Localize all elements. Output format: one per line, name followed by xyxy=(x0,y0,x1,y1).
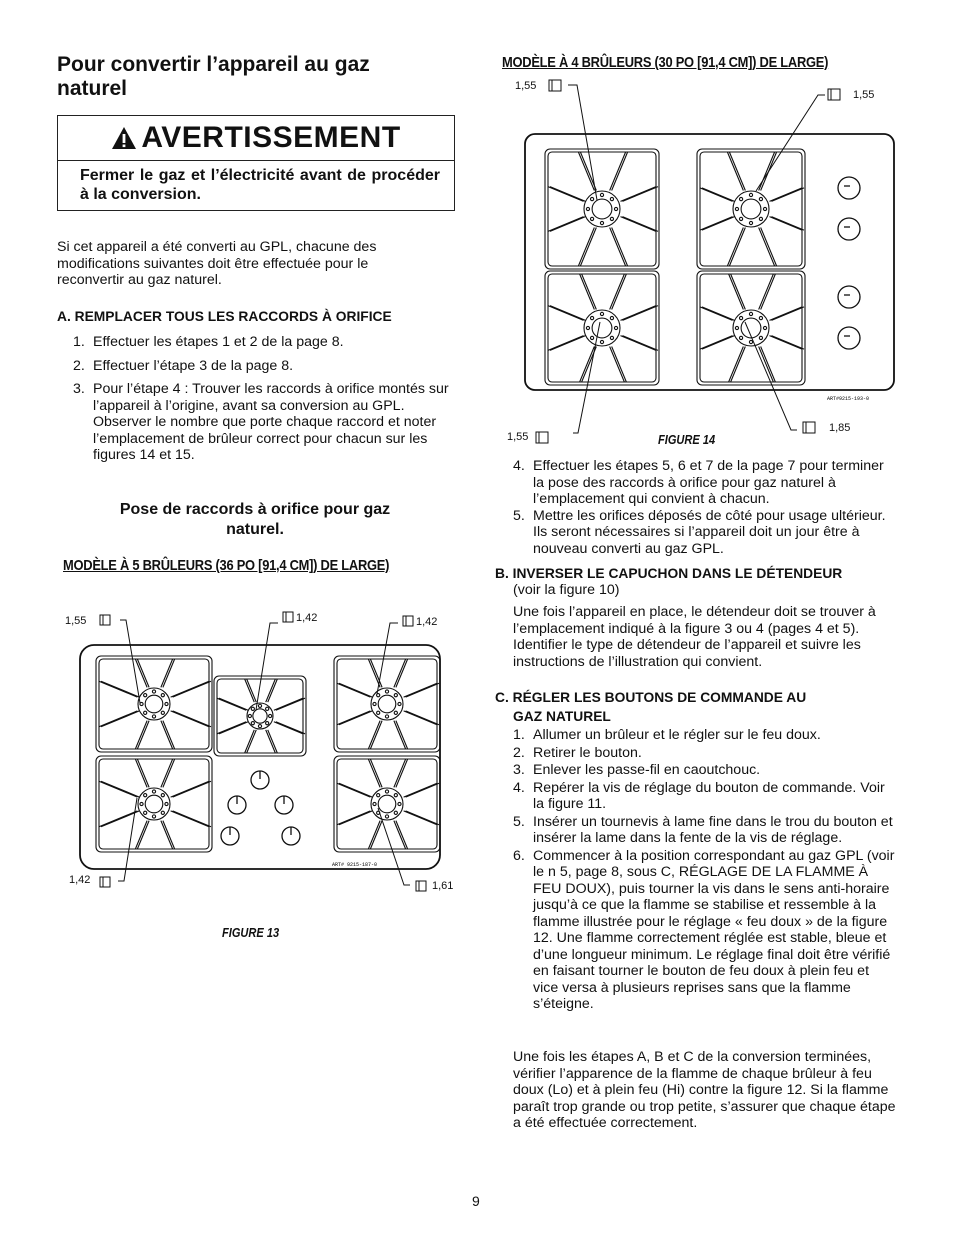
model4-caption: MODÈLE À 4 BRÛLEURS (30 PO [91,4 CM]) DE LARGE) xyxy=(502,54,829,71)
art-code: ART#9215-193-0 xyxy=(827,396,870,402)
burner-grate xyxy=(334,656,440,752)
section-c-steps xyxy=(513,727,898,1014)
orifice-label: 1,61 xyxy=(432,880,454,892)
section-a-steps xyxy=(73,334,457,471)
section-c-heading-line2: GAZ NATUREL xyxy=(513,709,611,724)
warning-triangle-icon xyxy=(111,126,137,150)
orifice-label: 1,55 xyxy=(515,80,537,92)
burner-grates xyxy=(96,656,440,852)
orifice-label: 1,42 xyxy=(69,874,91,886)
figure-13-caption: FIGURE 13 xyxy=(222,925,280,940)
steps-continued xyxy=(513,458,898,564)
section-b-heading: B. INVERSER LE CAPUCHON DANS LE DÉTENDEUR xyxy=(495,566,843,581)
figure-14-cooktop xyxy=(505,75,905,455)
burner-grates xyxy=(545,149,805,385)
orifice-label: 1,55 xyxy=(65,615,87,627)
burner-grate xyxy=(96,656,212,752)
list-item: 3. Enlever les passe-fil en caoutchouc. xyxy=(513,762,761,778)
orifice-label: 1,55 xyxy=(507,431,529,443)
orifice-label: 1,42 xyxy=(416,616,438,628)
list-item: 6. Commencer à la position correspondant au gaz GPL (voir le n 5, page 8, sous C, RÉGLAGE DE LA FLAMME À FEU DOUX), puis tourner la vis dans le sens anti-horaire jusqu’à ce que la flamme se stabilise et ressemble à la flamme illustrée pour le réglage « feu doux » de la figure 12. Une flamme correctement réglée est stable, bleue et d’une longueur minimum. Le réglage final doit être vérifié en faisant tourner le bouton de feu doux à plein feu et vice versa à plusieurs reprises sans que la flamme s’éteigne. xyxy=(513,847,895,1012)
burner-grate xyxy=(334,756,440,852)
warning-header xyxy=(58,116,454,161)
page-title: Pour convertir l’appareil au gaz naturel xyxy=(57,53,370,100)
list-item: 2. Retirer le bouton. xyxy=(513,744,642,761)
burner-grate xyxy=(697,149,805,269)
section-a-heading: A. REMPLACER TOUS LES RACCORDS À ORIFICE xyxy=(57,309,392,324)
warning-box xyxy=(57,115,455,211)
orifice-label: 1,42 xyxy=(296,612,318,624)
page-number: 9 xyxy=(472,1193,480,1209)
list-item: 4. Repérer la vis de réglage du bouton de commande. Voir la figure 11. xyxy=(513,779,885,812)
orifice-label: 1,55 xyxy=(853,89,875,101)
list-item: 3. Pour l’étape 4 : Trouver les raccords à orifice montés sur l’appareil à l’origine, avant sa conversion au GPL. Observer le nombre que porte chaque raccord et noter l’emplacement de brûleur correct pour chacun sur les figures 14 et 15. xyxy=(73,381,449,463)
orifice-label: 1,85 xyxy=(829,422,851,434)
list-item: 1. Effectuer les étapes 1 et 2 de la page 8. xyxy=(73,334,344,350)
closing-paragraph: Une fois les étapes A, B et C de la conversion terminées, vérifier l’apparence de la flamme de chaque brûleur à feu doux (Lo) et à plein feu (Hi) contre la figure 12. Si la flamme paraît trop grande ou trop petite, s’assurer que chaque étape a été effectuée correctement. xyxy=(513,1049,896,1131)
figure-13-cooktop xyxy=(60,600,460,900)
figure-14-caption: FIGURE 14 xyxy=(658,432,716,447)
list-item: 5. Mettre les orifices déposés de côté pour usage ultérieur. Ils seront nécessaires si l’appareil doit un jour être à nouveau converti au gaz GPL. xyxy=(513,507,886,557)
burner-grate xyxy=(96,756,212,852)
burner-grate xyxy=(545,271,659,385)
subheading: Pose de raccords à orifice pour gaz naturel. xyxy=(119,501,391,538)
section-b-note: (voir la figure 10) xyxy=(513,582,620,598)
warning-text: Fermer le gaz et l’électricité avant de procéder à la conversion. xyxy=(80,167,440,203)
burner-grate xyxy=(697,271,805,385)
warning-title: AVERTISSEMENT xyxy=(141,121,401,154)
section-b-text: Une fois l’appareil en place, le détendeur doit se trouver à l’emplacement indiqué à la figure 3 ou 4 (pages 4 et 5). Identifier le type de détendeur de l’appareil et suivre les instructions de l’illustration qui convient. xyxy=(513,604,876,670)
intro-paragraph: Si cet appareil a été converti au GPL, chacune des modifications suivantes doit être effectuée pour le reconvertir au gaz naturel. xyxy=(57,239,377,288)
burner-grate xyxy=(545,149,659,269)
list-item: 2. Effectuer l’étape 3 de la page 8. xyxy=(73,357,294,374)
control-knobs xyxy=(221,771,300,845)
model5-caption: MODÈLE À 5 BRÛLEURS (36 PO [91,4 CM]) DE LARGE) xyxy=(63,557,390,574)
control-knobs xyxy=(838,177,860,349)
list-item: 1. Allumer un brûleur et le régler sur le feu doux. xyxy=(513,727,821,743)
art-code: ART# 9215-187-0 xyxy=(332,862,378,868)
list-item: 4. Effectuer les étapes 5, 6 et 7 de la page 7 pour terminer la pose des raccords à orifice pour gaz naturel à l’emplacement qui convient à chacun. xyxy=(513,458,884,507)
list-item: 5. Insérer un tournevis à lame fine dans le trou du bouton et insérer la lame dans la fente de la vis de réglage. xyxy=(513,813,893,846)
section-c-heading: C. RÉGLER LES BOUTONS DE COMMANDE AU xyxy=(495,690,807,705)
